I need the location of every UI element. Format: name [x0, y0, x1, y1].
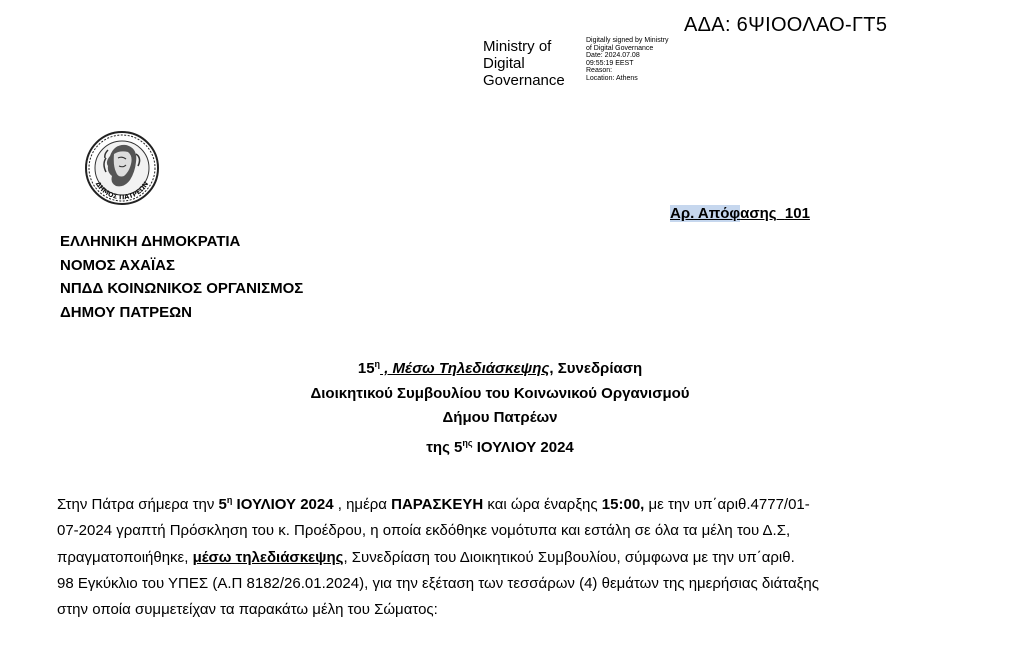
session-title-line1 [240, 352, 760, 382]
session-date [240, 431, 760, 461]
session-title-line3: Δήμου Πατρέων [442, 409, 558, 426]
org-line: ΕΛΛΗΝΙΚΗ ΔΗΜΟΚΡΑΤΙΑ [60, 233, 241, 250]
seal-label: ΔΗΜΟΣ ΠΑΤΡΕΩΝ [93, 180, 151, 202]
meeting-month: ΙΟΥΛΙΟΥ 2024 [232, 496, 334, 513]
signature-line: of Digital Governance [586, 44, 654, 52]
ministry-signature-label [483, 38, 565, 89]
signature-line: Date: 2024.07.08 [586, 52, 640, 60]
body-text: πραγματοποιήθηκε, [57, 548, 193, 566]
body-text: με την υπ΄αριθ.4777/01- [644, 496, 810, 513]
decision-number-value: 101 [784, 205, 810, 222]
ministry-line: Ministry of [483, 38, 552, 55]
session-title [240, 352, 760, 460]
signature-line: Digitally signed by Ministry [586, 37, 669, 44]
session-number-suffix: η [374, 359, 381, 369]
signature-line: Location: Athens [586, 74, 638, 82]
ada-code: ΑΔΑ: 6ΨΙΟΟΛΑΟ-ΓΤ5 [684, 14, 888, 36]
body-line-3 [57, 545, 949, 571]
session-remote: , Μέσω Τηλεδιάσκεψης [380, 360, 550, 377]
organization-header [60, 230, 303, 324]
municipality-seal-icon [80, 128, 164, 218]
session-date-rest: ΙΟΥΛΙΟΥ 2024 [472, 438, 574, 456]
body-text: , ημέρα [333, 496, 392, 513]
session-number: 15 [357, 360, 375, 377]
body-text: και ώρα έναρξης [483, 496, 602, 513]
meeting-day-suffix: η [226, 495, 233, 505]
remote-meeting-label: μέσω τηλεδιάσκεψης [192, 548, 344, 566]
meeting-weekday: ΠΑΡΑΣΚΕΥΗ [391, 496, 484, 513]
body-line-1 [57, 487, 949, 518]
body-text: , Συνεδρίαση του Διοικητικού Συμβουλίου, σύμφωνα με την υπ΄αριθ. [343, 548, 795, 566]
meeting-time: 15:00, [601, 496, 645, 513]
decision-prefix-rest: ασης [740, 205, 777, 222]
org-line: ΝΠΔΔ ΚΟΙΝΩΝΙΚΟΣ ΟΡΓΑΝΙΣΜΟΣ [60, 280, 304, 297]
meeting-day: 5 [218, 496, 227, 513]
signature-line: 09:55:19 EEST [586, 59, 634, 67]
body-line-2: 07-2024 γραπτή Πρόσκληση του κ. Προέδρου, η οποία εκδόθηκε νομότυπα και εστάλη σε όλα τα μέλη του Δ.Σ, [57, 522, 791, 540]
decision-number [670, 205, 810, 222]
decision-prefix: Αρ. Απόφ [670, 205, 741, 222]
body-text: Στην Πάτρα σήμερα την [57, 496, 219, 513]
session-date-prefix: της 5 [426, 438, 463, 456]
signature-line: Reason: [586, 67, 613, 75]
session-label: , Συνεδρίαση [549, 360, 643, 377]
session-date-suffix: ης [462, 437, 473, 448]
org-line: ΝΟΜΟΣ ΑΧΑΪΑΣ [60, 256, 175, 274]
ministry-line: Digital [483, 55, 525, 72]
session-title-line2: Διοικητικού Συμβουλίου του Κοινωνικού Οργανισμού [310, 384, 690, 402]
ministry-line: Governance [483, 72, 565, 89]
body-line-4: 98 Εγκύκλιο του ΥΠΕΣ (Α.Π 8182/26.01.2024), για την εξέταση των τεσσάρων (4) θεμάτων της ημερήσιας διάταξης [57, 574, 819, 592]
digital-signature-details [586, 37, 668, 83]
org-line: ΔΗΜΟΥ ΠΑΤΡΕΩΝ [60, 303, 192, 321]
body-line-5: στην οποία συμμετείχαν τα παρακάτω μέλη του Σώματος: [57, 601, 438, 619]
body-paragraph [57, 487, 949, 623]
